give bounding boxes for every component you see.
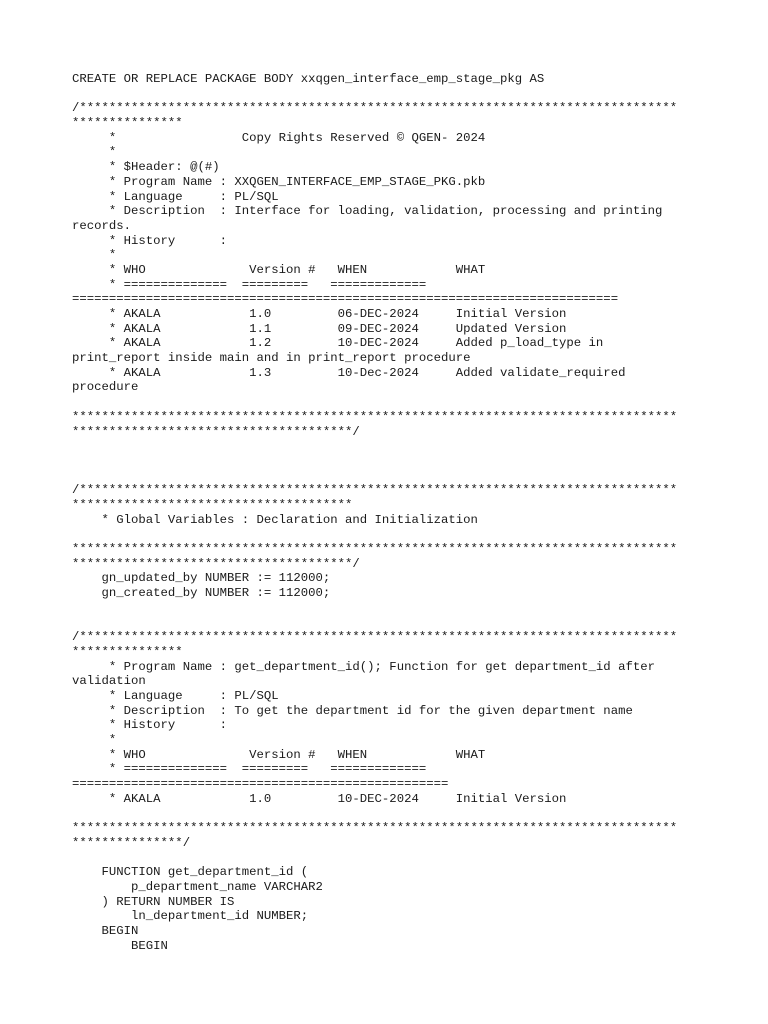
code-line: *************** (72, 116, 183, 131)
code-line: * Program Name : get_department_id(); Function for get department_id after (72, 659, 655, 674)
code-line: ========================================================================== (72, 292, 619, 307)
code-line (72, 469, 712, 484)
code-line: procedure (72, 380, 139, 395)
code-line: * (72, 145, 117, 160)
code-line (72, 615, 712, 630)
code-line (72, 439, 712, 454)
code-line: ********************************************************************************** (72, 542, 678, 556)
code-line: print_report inside main and in print_report procedure (72, 351, 471, 366)
code-line: /********************************************************************************* (72, 101, 678, 116)
code-line: * $Header: @(#) (72, 160, 220, 175)
code-line: CREATE OR REPLACE PACKAGE BODY xxqgen_interface_emp_stage_pkg AS (72, 72, 545, 86)
code-line: validation (72, 674, 146, 689)
code-line: gn_updated_by NUMBER := 112000; (72, 571, 331, 586)
code-line: =================================================== (72, 777, 449, 791)
code-line: * AKALA 1.0 10-DEC-2024 Initial Version (72, 791, 567, 806)
code-line: ***************/ (72, 835, 191, 850)
code-line: * Program Name : XXQGEN_INTERFACE_EMP_STAGE_PKG.pkb (72, 174, 486, 189)
code-line: * Description : Interface for loading, validation, processing and printing (72, 204, 663, 219)
code-line: BEGIN (72, 938, 168, 953)
code-line: * Language : PL/SQL (72, 189, 279, 204)
code-line: ********************************************************************************** (72, 821, 678, 836)
code-line: **************************************/ (72, 424, 360, 439)
code-line (72, 395, 712, 410)
code-line: * Copy Rights Reserved © QGEN- 2024 (72, 130, 486, 145)
code-line (72, 601, 712, 616)
code-line: * WHO Version # WHEN WHAT (72, 747, 486, 762)
code-line: ********************************************************************************** (72, 409, 678, 424)
code-line: /********************************************************************************* (72, 630, 678, 645)
code-line: *************** (72, 644, 183, 659)
code-line: records. (72, 218, 132, 233)
code-line: /********************************************************************************* (72, 483, 678, 498)
code-line: ************************************** (72, 497, 353, 512)
code-line: * History : (72, 718, 227, 733)
code-line: * ============== ========= ============= (72, 277, 427, 292)
code-line: * Language : PL/SQL (72, 688, 279, 703)
code-line: * WHO Version # WHEN WHAT (72, 262, 486, 277)
code-line: * Global Variables : Declaration and Initialization (72, 512, 478, 527)
code-line: ) RETURN NUMBER IS (72, 894, 235, 909)
code-line: * AKALA 1.0 06-DEC-2024 Initial Version (72, 307, 567, 321)
code-line: * AKALA 1.3 10-Dec-2024 Added validate_required (72, 365, 626, 380)
code-line: * History : (72, 233, 227, 248)
code-line (72, 850, 712, 865)
code-line: ln_department_id NUMBER; (72, 909, 309, 924)
code-line: * ============== ========= ============= (72, 762, 427, 777)
code-page (72, 72, 712, 953)
code-line: FUNCTION get_department_id ( (72, 865, 309, 880)
code-line: BEGIN (72, 923, 139, 938)
code-line (72, 87, 712, 102)
code-line (72, 806, 712, 821)
code-line: * AKALA 1.2 10-DEC-2024 Added p_load_type in (72, 336, 604, 351)
code-line: * AKALA 1.1 09-DEC-2024 Updated Version (72, 321, 567, 336)
code-line: p_department_name VARCHAR2 (72, 879, 323, 894)
code-line: gn_created_by NUMBER := 112000; (72, 586, 331, 601)
code-line: * (72, 732, 117, 747)
code-line: * (72, 248, 117, 263)
code-line: * Description : To get the department id for the given department name (72, 703, 633, 718)
code-line (72, 454, 712, 469)
code-line (72, 527, 712, 542)
code-line: **************************************/ (72, 556, 360, 571)
